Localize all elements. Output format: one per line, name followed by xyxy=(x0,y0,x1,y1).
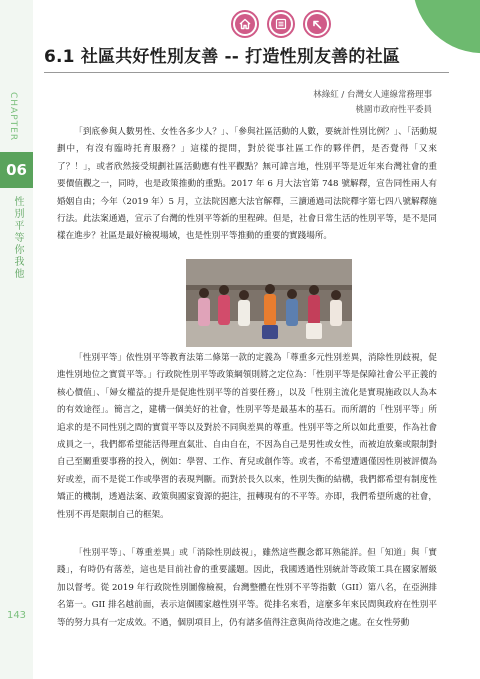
back-arrow-icon xyxy=(311,18,323,30)
chapter-sidebar xyxy=(0,0,33,679)
page-title: 6.1 社區共好性別友善 -- 打造性別友善的社區 xyxy=(44,47,400,67)
paragraph-intro: 「到底參與人數男性、女性各多少人？」、「參與社區活動的人數，要統計性別比例？」、「活動規劃中，有沒有臨時托育服務？」這樣的提問，對於從事社區工作的夥伴們，是否覺得「又來了？！」，或者欣然接受規劃社區活動應有性平觀點？無可諱言地，性別平等是近年來台灣社會的重要價值觀之一，同時，也是政策推動的重點。2017 年 6 月大法官第 748 號解釋，宣告同性兩人有婚姻自由；今年（2019 年）5 月，立法院因應大法官解釋，三讀通過司法院釋字第七四八號解釋施行法。此法案通過，宣示了台灣的性別平等新的里程碑。但是，社會日常生活的性別平等，是不是同樣在進步？社區是最好檢視場域，也是性別平等推動的重要的實踐場所。 xyxy=(57,127,437,242)
contents-button[interactable] xyxy=(267,10,295,38)
home-button[interactable] xyxy=(231,10,259,38)
chapter-number: 06 xyxy=(0,152,33,188)
home-icon xyxy=(239,18,251,30)
chapter-label: CHAPTER xyxy=(8,92,18,142)
author-info xyxy=(313,88,432,118)
author-name-line: 林綠紅 / 台灣女人連線常務理事 xyxy=(313,90,432,100)
author-role-line: 桃園市政府性平委員 xyxy=(355,105,432,115)
page-navigation xyxy=(231,10,331,38)
paragraph-statistics: 「性別平等」、「尊重差異」或「消除性別歧視」，雖然這些觀念都耳熟能詳。但「知道」與「實踐」，有時仍有落差，這也是目前社會的重要議題。因此，我國透過性別統計等政策工具在國家層級加以督考。從 2019 年行政院性別圖像檢視，台灣整體在性別不平等指數（GII）第八名，在亞洲排名第一。GII 排名越前面，表示這個國家越性別平等。從排名來看，這麼多年來民間與政府在性別平等的努力具有一定成效。不過，個別項目上，仍有諸多值得注意與尚待改進之處。在女性勞動 xyxy=(57,548,437,628)
title-divider xyxy=(44,72,449,73)
page-number: 143 xyxy=(6,610,27,621)
back-button[interactable] xyxy=(303,10,331,38)
paragraph-definition: 「性別平等」依性別平等教育法第二條第一款的定義為「尊重多元性別差異，消除性別歧視，促進性別地位之實質平等。」行政院性別平等政策綱領則將之定位為：「性別平等是保障社會公平正義的核心價值」、「婦女權益的提升是促進性別平等的首要任務」，以及「性別主流化是實現施政以人為本的有效途徑」。簡言之，建構一個美好的社會，性別平等是最基本的基石。而所謂的「性別平等」所追求的是不同性別之間的實質平等以及對於不同與差異的尊重。性別平等之所以如此重要，作為社會成員之一，我們都希望能活得理直氣壯、自由自在，不因為自己是男性或女性，而被迫放棄或限制對自己至關重要事務的投入，例如：學習、工作、育兒或創作等。或者，不希望遭遇僅因性別被評價為好或差，而不是從工作或學習的表現判斷。而對於長久以來，性別失衡的結構，我們都希望有制度性矯正的機制，透過法案、政策與國家資源的挹注，扭轉現有的不平等。亦即，我們希望所處的社會，性別不再是限制自己的框架。 xyxy=(57,353,437,520)
community-event-photo xyxy=(186,259,352,347)
chapter-title: 性別平等你我他 xyxy=(12,196,23,280)
list-icon xyxy=(275,18,287,30)
event-photo-illustration xyxy=(186,259,352,347)
